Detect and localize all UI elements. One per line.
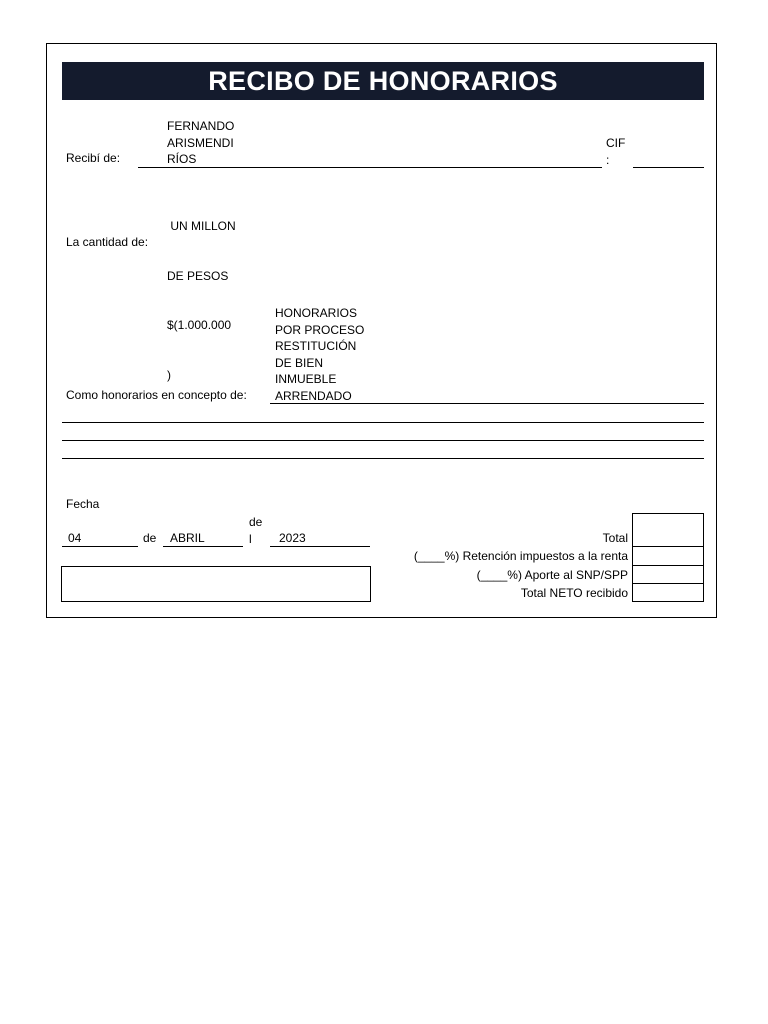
concepto-underline <box>270 403 704 404</box>
recibi-name-line: RÍOS <box>167 152 197 166</box>
fecha-de-2-line: de <box>249 515 263 529</box>
recibi-name <box>167 118 234 168</box>
concepto-extra-line[interactable] <box>62 440 704 441</box>
neto-value-box[interactable] <box>632 583 704 602</box>
cantidad-label: La cantidad de: <box>66 235 149 249</box>
fecha-day-field[interactable] <box>62 546 138 547</box>
cantidad-value-line: UN MILLON <box>167 219 236 233</box>
concepto-label: Como honorarios en concepto de: <box>66 388 247 402</box>
cif-label <box>606 135 625 168</box>
concepto-value-line: ARRENDADO <box>275 388 352 403</box>
retencion-label: (____%) Retención impuestos a la renta <box>413 549 628 563</box>
cantidad-value-line: $(1.000.000 <box>167 318 232 332</box>
fecha-year: 2023 <box>279 531 306 545</box>
cif-label-colon: : <box>606 152 610 167</box>
neto-label: Total NETO recibido <box>520 586 628 600</box>
cantidad-value-line: DE PESOS <box>167 268 229 283</box>
fecha-de-2-line: l <box>249 531 252 546</box>
recibi-label: Recibí de: <box>66 151 121 165</box>
concepto-extra-line[interactable] <box>62 422 704 423</box>
fecha-day: 04 <box>68 531 82 545</box>
concepto-value-line: INMUEBLE <box>275 372 337 386</box>
recibi-name-line: FERNANDO <box>167 119 235 133</box>
fecha-month: ABRIL <box>170 531 205 545</box>
fecha-year-field[interactable] <box>270 546 370 547</box>
concepto-value-line: POR PROCESO <box>275 322 365 337</box>
concepto-value-line: HONORARIOS <box>275 306 358 320</box>
aporte-label: (____%) Aporte al SNP/SPP <box>476 568 628 582</box>
aporte-value-box[interactable] <box>632 565 704 584</box>
concepto-value <box>275 305 364 404</box>
retencion-value-box[interactable] <box>632 546 704 566</box>
cif-field[interactable] <box>633 167 704 168</box>
fecha-month-field[interactable] <box>163 546 243 547</box>
cif-label-line: CIF <box>606 136 626 150</box>
total-label: Total <box>602 531 628 545</box>
total-value-box[interactable] <box>632 513 704 547</box>
fecha-label: Fecha <box>66 497 100 511</box>
fecha-de-2 <box>249 514 262 547</box>
cantidad-value-line: ) <box>167 367 171 382</box>
receipt-title: RECIBO DE HONORARIOS <box>62 62 704 100</box>
concepto-value-line: DE BIEN <box>275 355 324 370</box>
recibi-name-line: ARISMENDI <box>167 135 234 150</box>
signature-box[interactable] <box>61 566 371 602</box>
fecha-de-1: de <box>143 531 157 545</box>
recibi-underline <box>138 167 602 168</box>
concepto-value-line: RESTITUCIÓN <box>275 339 357 353</box>
concepto-extra-line[interactable] <box>62 458 704 459</box>
cantidad-value <box>167 185 236 416</box>
